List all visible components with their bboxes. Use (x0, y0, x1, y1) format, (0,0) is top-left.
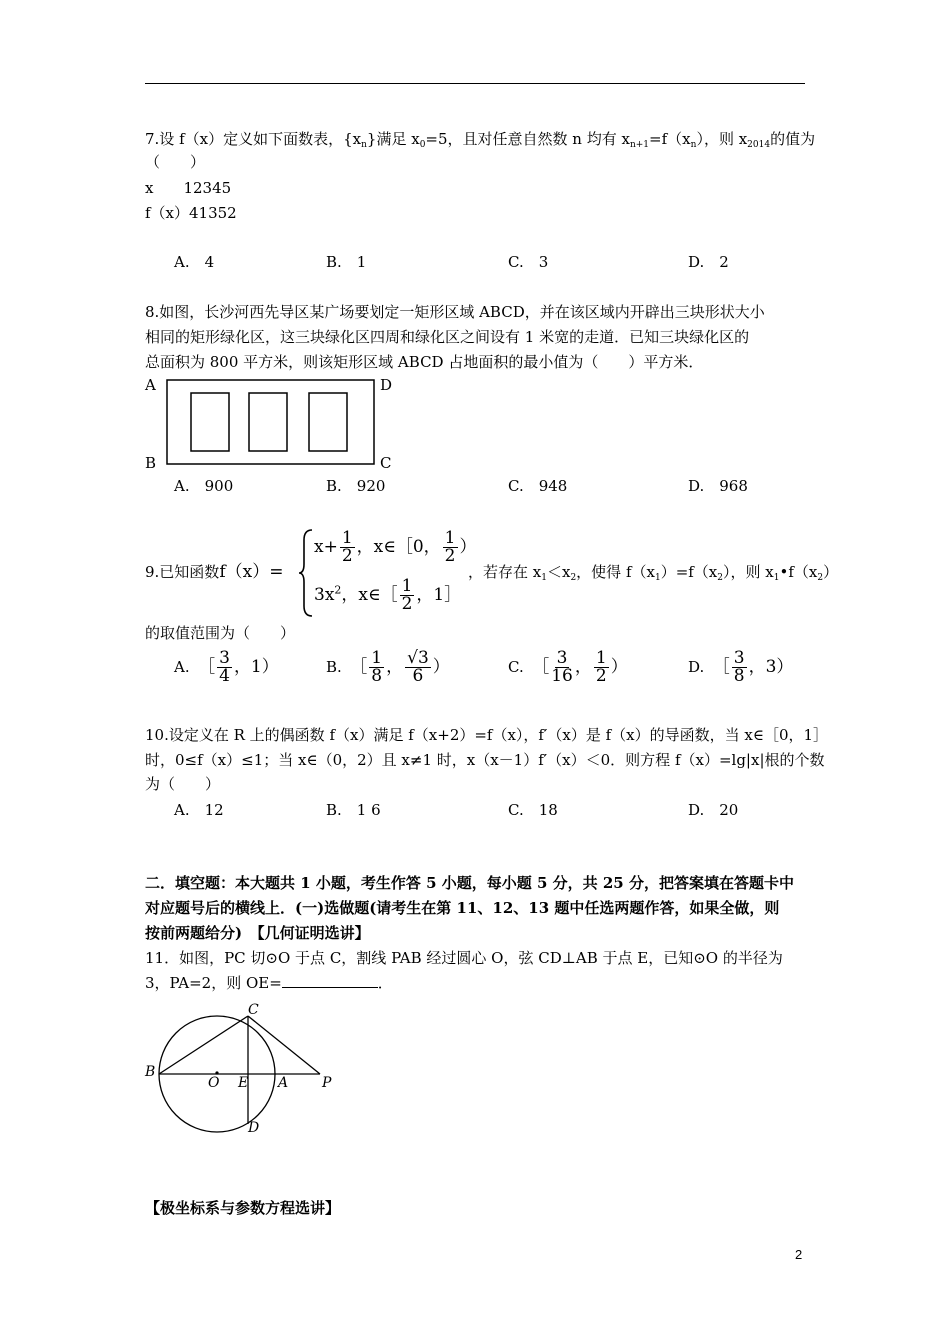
point-label-p: P (322, 1075, 332, 1091)
q9-stem-line2: 的取值范围为（ ） (145, 624, 296, 642)
q8-option-a[interactable]: A. 900 (174, 477, 234, 495)
q9-option-a[interactable]: A. ［ $\frac{3}{4}$ ，1） (174, 648, 279, 686)
q8-stem-line2: 相同的矩形绿化区，这三块绿化区四周和绿化区之间设有 1 米宽的走道．已知三块绿化区的 (145, 328, 750, 346)
q9-option-c[interactable]: C. ［ $\frac{3}{16}$ ， $\frac{1}{2}$ ） (508, 648, 628, 686)
section2-heading-line2: 对应题号后的横线上．(一)选做题(请考生在第 11、12、13 题中任选两题作答，如果全做，则 (145, 899, 780, 917)
q11-stem-line1: 11．如图，PC 切⊙O 于点 C，割线 PAB 经过圆心 O，弦 CD⊥AB 于点 E，已知⊙O 的半径为 (145, 949, 783, 967)
q10-option-c[interactable]: C. 18 (508, 801, 558, 819)
section3-heading: 【极坐标系与参数方程选讲】 (145, 1199, 341, 1217)
q11-answer-blank[interactable] (282, 973, 378, 988)
q9-piecewise-brace (298, 528, 314, 618)
chord-bc (159, 1016, 248, 1074)
point-label-d: D (248, 1120, 260, 1136)
q10-option-a[interactable]: A. 12 (174, 801, 224, 819)
q8-stem-line1: 8.如图，长沙河西先导区某广场要划定一矩形区域 ABCD，并在该区域内开辟出三块形状大小 (145, 303, 765, 321)
page-number: 2 (795, 1247, 803, 1262)
q7-table-row-fx: f（x）41352 (145, 204, 237, 222)
green-area-3 (309, 393, 347, 451)
section2-heading-line3: 按前两题给分) 【几何证明选讲】 (145, 924, 370, 942)
point-label-b: B (145, 1064, 156, 1080)
q9-prefix: 9.已知函数f（x）= (145, 562, 284, 582)
q7-option-a[interactable]: A. 4 (174, 253, 215, 271)
q11-geometry-diagram (140, 1000, 350, 1140)
point-label-a: A (278, 1075, 289, 1091)
q11-stem-line2: 3，PA=2，则 OE= ． (145, 974, 393, 992)
section2-heading-line1: 二．填空题：本大题共 1 小题，考生作答 5 小题，每小题 5 分，共 25 分，把答案填在答题卡中 (145, 874, 794, 892)
q10-stem-line3: 为（ ） (145, 775, 221, 793)
q10-stem-line1: 10.设定义在 R 上的偶函数 f（x）满足 f（x+2）=f（x），f′（x）是 f（x）的导函数，当 x∈［0，1］ (145, 726, 829, 744)
q9-case2: $3x^2$，x∈［ $\frac{1}{2}$ ，1］ (314, 576, 462, 614)
point-label-e: E (238, 1075, 249, 1091)
q9-function-name: f（x）= (219, 562, 284, 582)
q7-option-c[interactable]: C. 3 (508, 253, 549, 271)
vertex-label-a: A (145, 376, 156, 394)
q9-option-d[interactable]: D. ［ $\frac{3}{8}$ ，3） (688, 648, 794, 686)
q10-stem-line2: 时，0≤f（x）≤1；当 x∈（0，2）且 x≠1 时，x（x－1）f′（x）＜0．则方程 f（x）=lg|x|根的个数 (145, 751, 825, 769)
q7-stem-line1: 7.设 f（x）定义如下面数表，$\{x_n\}$满足 $x_0=5$，且对任意自然数 n 均有 $x_{n+1}=f(x_n)$，则 $x_{2014}$的值为 (145, 130, 816, 150)
q7-table-row-x: x 12345 (145, 179, 232, 197)
q8-rectangle-figure (140, 374, 400, 474)
vertex-label-b: B (145, 454, 157, 472)
vertex-label-c: C (380, 454, 392, 472)
q7-option-b[interactable]: B. 1 (326, 253, 367, 271)
q8-option-c[interactable]: C. 948 (508, 477, 568, 495)
vertex-label-d: D (380, 376, 393, 394)
point-label-c: C (248, 1002, 259, 1018)
q8-option-d[interactable]: D. 968 (688, 477, 748, 495)
tangent-pc (248, 1016, 320, 1074)
q9-option-b[interactable]: B. ［ $\frac{1}{8}$ ， $\frac{√3}{6}$ ） (326, 648, 450, 686)
green-area-1 (191, 393, 229, 451)
green-area-2 (249, 393, 287, 451)
header-rule (145, 83, 805, 84)
q9-condition: ，若存在 $x_1<x_2$，使得 $f(x_1)=f(x_2)$，则 $x_1•f(x_2)$ (468, 563, 839, 583)
q7-stem-line2: （ ） (145, 153, 206, 171)
q10-option-b[interactable]: B. 1 6 (326, 801, 381, 819)
q8-stem-line3: 总面积为 800 平方米，则该矩形区域 ABCD 占地面积的最小值为（ ）平方米． (145, 353, 704, 371)
q8-rectangle-diagram (140, 374, 400, 474)
q9-case1: x+ $\frac{1}{2}$ ，x∈［0， $\frac{1}{2}$ ） (314, 528, 477, 566)
q8-option-b[interactable]: B. 920 (326, 477, 386, 495)
point-label-o: O (208, 1075, 220, 1091)
q11-circle-figure (140, 1000, 350, 1140)
q10-option-d[interactable]: D. 20 (688, 801, 739, 819)
q7-option-d[interactable]: D. 2 (688, 253, 729, 271)
